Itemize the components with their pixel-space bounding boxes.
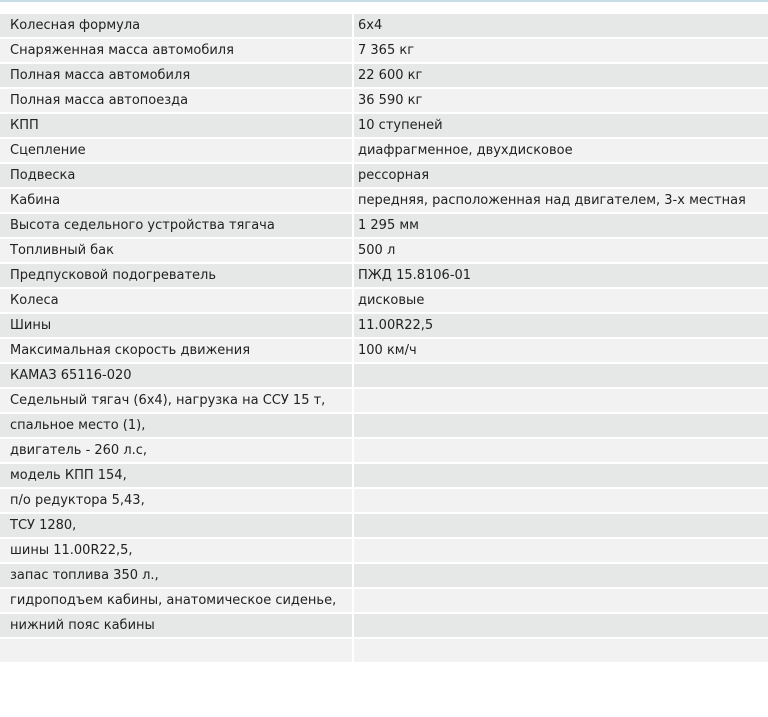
spec-label: нижний пояс кабины xyxy=(0,614,354,639)
spec-label: Топливный бак xyxy=(0,239,354,264)
spec-label: Предпусковой подогреватель xyxy=(0,264,354,289)
spec-label: модель КПП 154, xyxy=(0,464,354,489)
spec-label: Высота седельного устройства тягача xyxy=(0,214,354,239)
spec-label: Снаряженная масса автомобиля xyxy=(0,39,354,64)
table-row xyxy=(0,389,768,414)
specifications-table-body xyxy=(0,14,768,664)
spec-value xyxy=(354,589,768,614)
spec-label: Максимальная скорость движения xyxy=(0,339,354,364)
spec-label: Полная масса автомобиля xyxy=(0,64,354,89)
spec-label: КАМАЗ 65116-020 xyxy=(0,364,354,389)
table-row xyxy=(0,139,768,164)
spec-value xyxy=(354,514,768,539)
spec-value: 1 295 мм xyxy=(354,214,768,239)
spec-label: Седельный тягач (6х4), нагрузка на ССУ 15 т, xyxy=(0,389,354,414)
spec-value: дисковые xyxy=(354,289,768,314)
spec-value: 6х4 xyxy=(354,14,768,39)
spec-label: шины 11.00R22,5, xyxy=(0,539,354,564)
table-row xyxy=(0,464,768,489)
spec-value xyxy=(354,464,768,489)
table-row xyxy=(0,489,768,514)
spec-label: гидроподъем кабины, анатомическое сиденье, xyxy=(0,589,354,614)
spec-label xyxy=(0,639,354,664)
spec-value xyxy=(354,489,768,514)
spec-value: 22 600 кг xyxy=(354,64,768,89)
spec-label: двигатель - 260 л.с, xyxy=(0,439,354,464)
spec-label: Шины xyxy=(0,314,354,339)
spec-label: КПП xyxy=(0,114,354,139)
spec-value: 10 ступеней xyxy=(354,114,768,139)
table-row xyxy=(0,589,768,614)
table-row xyxy=(0,89,768,114)
table-row xyxy=(0,414,768,439)
spec-value: 500 л xyxy=(354,239,768,264)
spec-label: Колесная формула xyxy=(0,14,354,39)
spec-label: п/о редуктора 5,43, xyxy=(0,489,354,514)
spec-label: Сцепление xyxy=(0,139,354,164)
table-row xyxy=(0,614,768,639)
spec-value: рессорная xyxy=(354,164,768,189)
spec-label: Колеса xyxy=(0,289,354,314)
table-row xyxy=(0,214,768,239)
table-row xyxy=(0,64,768,89)
spec-value xyxy=(354,364,768,389)
top-accent-bar xyxy=(0,0,768,14)
table-row xyxy=(0,314,768,339)
table-row xyxy=(0,339,768,364)
spec-label: Полная масса автопоезда xyxy=(0,89,354,114)
spec-value xyxy=(354,614,768,639)
table-row xyxy=(0,639,768,664)
spec-value: диафрагменное, двухдисковое xyxy=(354,139,768,164)
table-row xyxy=(0,564,768,589)
table-row xyxy=(0,164,768,189)
table-row xyxy=(0,364,768,389)
spec-label: ТСУ 1280, xyxy=(0,514,354,539)
table-row xyxy=(0,189,768,214)
spec-value xyxy=(354,414,768,439)
table-row xyxy=(0,239,768,264)
spec-label: Подвеска xyxy=(0,164,354,189)
table-row xyxy=(0,539,768,564)
spec-value xyxy=(354,564,768,589)
spec-value xyxy=(354,639,768,664)
spec-value: передняя, расположенная над двигателем, 3-х местная xyxy=(354,189,768,214)
specifications-table xyxy=(0,14,768,664)
spec-label: запас топлива 350 л., xyxy=(0,564,354,589)
spec-value xyxy=(354,439,768,464)
spec-value: 11.00R22,5 xyxy=(354,314,768,339)
table-row xyxy=(0,289,768,314)
spec-value: 7 365 кг xyxy=(354,39,768,64)
spec-value: 100 км/ч xyxy=(354,339,768,364)
spec-label: спальное место (1), xyxy=(0,414,354,439)
spec-label: Кабина xyxy=(0,189,354,214)
table-row xyxy=(0,264,768,289)
table-row xyxy=(0,39,768,64)
spec-value xyxy=(354,539,768,564)
spec-value: ПЖД 15.8106-01 xyxy=(354,264,768,289)
table-row xyxy=(0,439,768,464)
spec-value xyxy=(354,389,768,414)
spec-value: 36 590 кг xyxy=(354,89,768,114)
table-row xyxy=(0,514,768,539)
table-row xyxy=(0,14,768,39)
table-row xyxy=(0,114,768,139)
